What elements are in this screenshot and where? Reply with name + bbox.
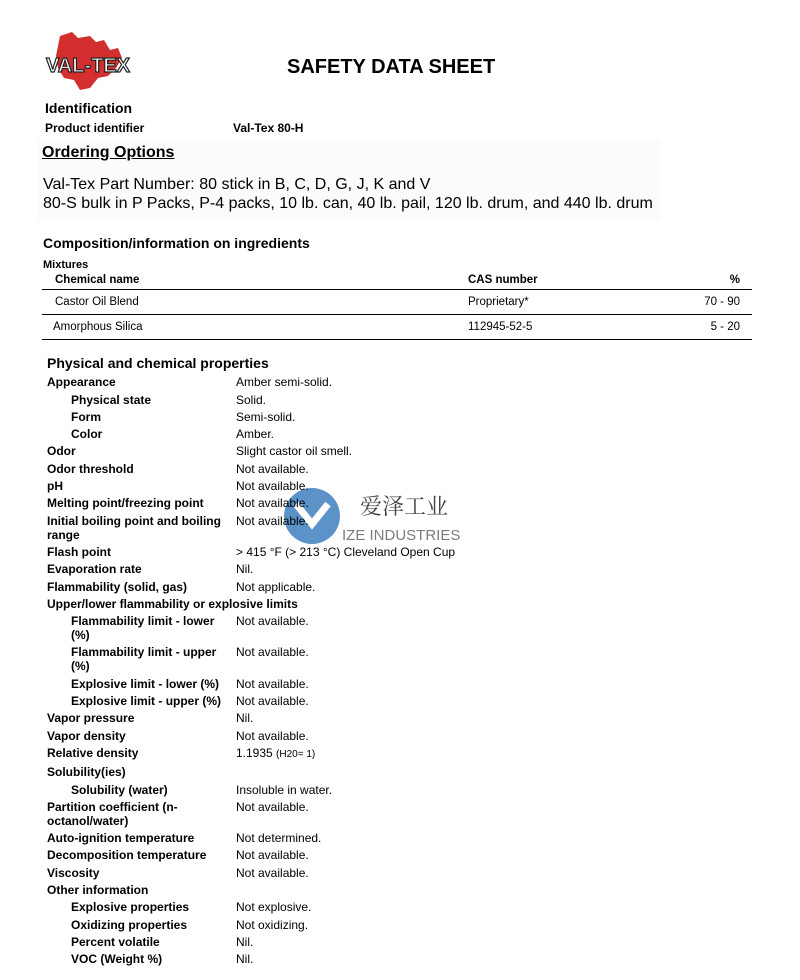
property-label: Vapor density — [47, 728, 126, 743]
property-label: Flammability limit - lower (%) — [71, 614, 215, 643]
ordering-line-1: Val-Tex Part Number: 80 stick in B, C, D, G, J, K and V — [43, 176, 431, 193]
property-value-text: Nil. — [236, 562, 254, 577]
property-label: Color — [71, 427, 103, 442]
property-value — [236, 866, 647, 880]
property-value — [236, 580, 647, 594]
property-value-text: Slight castor oil smell. — [236, 444, 353, 459]
property-row — [47, 458, 647, 475]
property-label: Percent volatile — [71, 934, 160, 949]
property-row — [47, 862, 647, 879]
property-value — [236, 694, 647, 708]
svg-text:VAL-TEX: VAL-TEX — [45, 55, 131, 77]
col-chemical-name: Chemical name — [42, 271, 468, 290]
property-row — [47, 611, 647, 642]
property-value-text: Not available. — [236, 728, 309, 743]
property-value — [236, 614, 647, 642]
property-label: Oxidizing properties — [71, 917, 188, 932]
property-label: Explosive properties — [71, 900, 190, 915]
ingredients-table — [42, 271, 752, 340]
cas-number: Proprietary* — [468, 290, 668, 315]
table-row — [42, 290, 752, 315]
property-value-text: Solid. — [236, 392, 267, 407]
col-percent: % — [668, 271, 752, 290]
property-value-text: Insoluble in water. — [236, 782, 333, 797]
property-label: Decomposition temperature — [47, 848, 207, 863]
property-value — [236, 427, 647, 441]
col-cas-number: CAS number — [468, 271, 668, 290]
property-label: Initial boiling point and boiling range — [47, 513, 221, 542]
property-value-text: Not explosive. — [236, 900, 312, 915]
cas-number: 112945-52-5 — [468, 315, 668, 340]
physical-properties-heading: Physical and chemical properties — [47, 355, 269, 371]
property-row — [47, 372, 647, 389]
property-row — [47, 708, 647, 725]
property-label: VOC (Weight %) — [71, 952, 163, 967]
property-value-text: Amber. — [236, 427, 275, 442]
property-value-text: Semi-solid. — [236, 409, 296, 424]
property-value-text: Not available. — [236, 799, 309, 814]
property-row — [47, 407, 647, 424]
property-value — [236, 765, 647, 779]
property-label: Form — [71, 409, 101, 424]
property-value-text: Not available. — [236, 513, 309, 528]
property-label: Physical state — [71, 392, 152, 407]
property-label: Flammability (solid, gas) — [47, 579, 188, 594]
property-label: Upper/lower flammability or explosive limits — [47, 596, 298, 611]
property-value-text: Nil. — [236, 711, 254, 726]
product-identifier-value: Val-Tex 80-H — [233, 121, 304, 135]
property-label: Appearance — [47, 375, 116, 390]
property-value — [236, 562, 647, 576]
property-value — [236, 645, 647, 673]
property-label: Other information — [47, 883, 149, 898]
property-row — [47, 691, 647, 708]
property-row — [47, 797, 647, 828]
property-value-text: Not available. — [236, 479, 309, 494]
property-value — [236, 746, 647, 762]
property-value — [236, 496, 647, 510]
property-row — [47, 897, 647, 914]
table-row — [42, 315, 752, 340]
property-row — [47, 441, 647, 458]
property-label: pH — [47, 479, 63, 494]
property-row — [47, 424, 647, 441]
property-label: Melting point/freezing point — [47, 496, 204, 511]
property-value-text: Not available. — [236, 676, 309, 691]
property-row — [47, 743, 647, 762]
property-row — [47, 559, 647, 576]
ordering-options-heading: Ordering Options — [42, 144, 175, 161]
property-label: Flammability limit - upper (%) — [71, 645, 217, 674]
property-value-text: Not available. — [236, 614, 309, 629]
property-row — [47, 642, 647, 673]
property-label: Viscosity — [47, 865, 100, 880]
property-label: Auto-ignition temperature — [47, 831, 195, 846]
property-value — [236, 729, 647, 743]
property-label: Odor — [47, 444, 76, 459]
property-value — [236, 935, 647, 949]
property-value-text: Not available. — [236, 645, 309, 660]
property-value-text: Amber semi-solid. — [236, 375, 333, 390]
property-value — [236, 952, 647, 966]
property-row — [47, 914, 647, 931]
property-label: Explosive limit - upper (%) — [71, 694, 222, 709]
property-value — [236, 545, 647, 559]
percent: 70 - 90 — [668, 290, 752, 315]
property-row — [47, 576, 647, 593]
property-label: Vapor pressure — [47, 711, 135, 726]
property-value — [236, 393, 647, 407]
property-label: Explosive limit - lower (%) — [71, 676, 220, 691]
property-value-text: Nil. — [236, 952, 254, 967]
property-label: Odor threshold — [47, 461, 134, 476]
property-value — [236, 375, 647, 389]
property-row — [47, 932, 647, 949]
document-title: SAFETY DATA SHEET — [287, 56, 496, 78]
chemical-name: Castor Oil Blend — [42, 290, 468, 315]
property-value-text: Not available. — [236, 496, 309, 511]
property-row — [47, 949, 647, 966]
property-label: Relative density — [47, 745, 139, 760]
property-value — [236, 831, 647, 845]
property-value-text: Not applicable. — [236, 579, 316, 594]
property-row — [47, 845, 647, 862]
ordering-line-2: 80-S bulk in P Packs, P-4 packs, 10 lb. can, 40 lb. pail, 120 lb. drum, and 440 lb. drum — [43, 195, 653, 212]
svg-text:IZE INDUSTRIES: IZE INDUSTRIES — [342, 527, 461, 544]
percent: 5 - 20 — [668, 315, 752, 340]
svg-text:爱泽工业: 爱泽工业 — [360, 495, 449, 520]
property-row — [47, 779, 647, 796]
property-value — [236, 677, 647, 691]
property-value — [236, 514, 647, 542]
property-value — [236, 800, 647, 828]
property-value-text: Not oxidizing. — [236, 917, 309, 932]
property-value — [236, 900, 647, 914]
property-note: (H20= 1) — [276, 748, 316, 760]
property-value — [236, 410, 647, 424]
property-value — [236, 479, 647, 493]
identification-heading: Identification — [45, 100, 133, 116]
composition-heading: Composition/information on ingredients — [43, 235, 310, 251]
property-value — [236, 462, 647, 476]
property-value-text: > 415 °F (> 213 °C) Cleveland Open Cup — [236, 544, 456, 559]
property-value — [236, 848, 647, 862]
chemical-name: Amorphous Silica — [42, 315, 468, 340]
property-row — [47, 493, 647, 510]
property-row — [47, 828, 647, 845]
property-value-text: Nil. — [236, 934, 254, 949]
property-row — [47, 476, 647, 493]
property-row — [47, 510, 647, 541]
property-row — [47, 725, 647, 742]
property-row — [47, 594, 647, 611]
property-label: Flash point — [47, 544, 111, 559]
mixtures-label: Mixtures — [43, 259, 89, 271]
property-value-text: Not available. — [236, 694, 309, 709]
property-value — [236, 783, 647, 797]
property-label: Evaporation rate — [47, 562, 142, 577]
property-value — [236, 444, 647, 458]
property-value-text: Not determined. — [236, 831, 322, 846]
property-value — [236, 711, 647, 725]
property-row — [47, 762, 647, 779]
property-value-text: Not available. — [236, 848, 309, 863]
property-row — [47, 880, 647, 897]
property-value-text: Not available. — [236, 865, 309, 880]
property-value — [236, 883, 647, 897]
property-value-text: Not available. — [236, 461, 309, 476]
property-value — [236, 918, 647, 932]
property-label: Solubility (water) — [71, 782, 168, 797]
property-row — [47, 542, 647, 559]
physical-properties-list — [47, 372, 647, 966]
product-identifier-label: Product identifier — [45, 121, 145, 135]
property-value — [447, 597, 647, 611]
property-label: Partition coefficient (n-octanol/water) — [47, 799, 178, 828]
property-value-text: 1.1935 — [236, 745, 273, 760]
val-tex-logo — [38, 28, 138, 98]
property-row — [47, 673, 647, 690]
property-label: Solubility(ies) — [47, 765, 126, 780]
property-row — [47, 389, 647, 406]
